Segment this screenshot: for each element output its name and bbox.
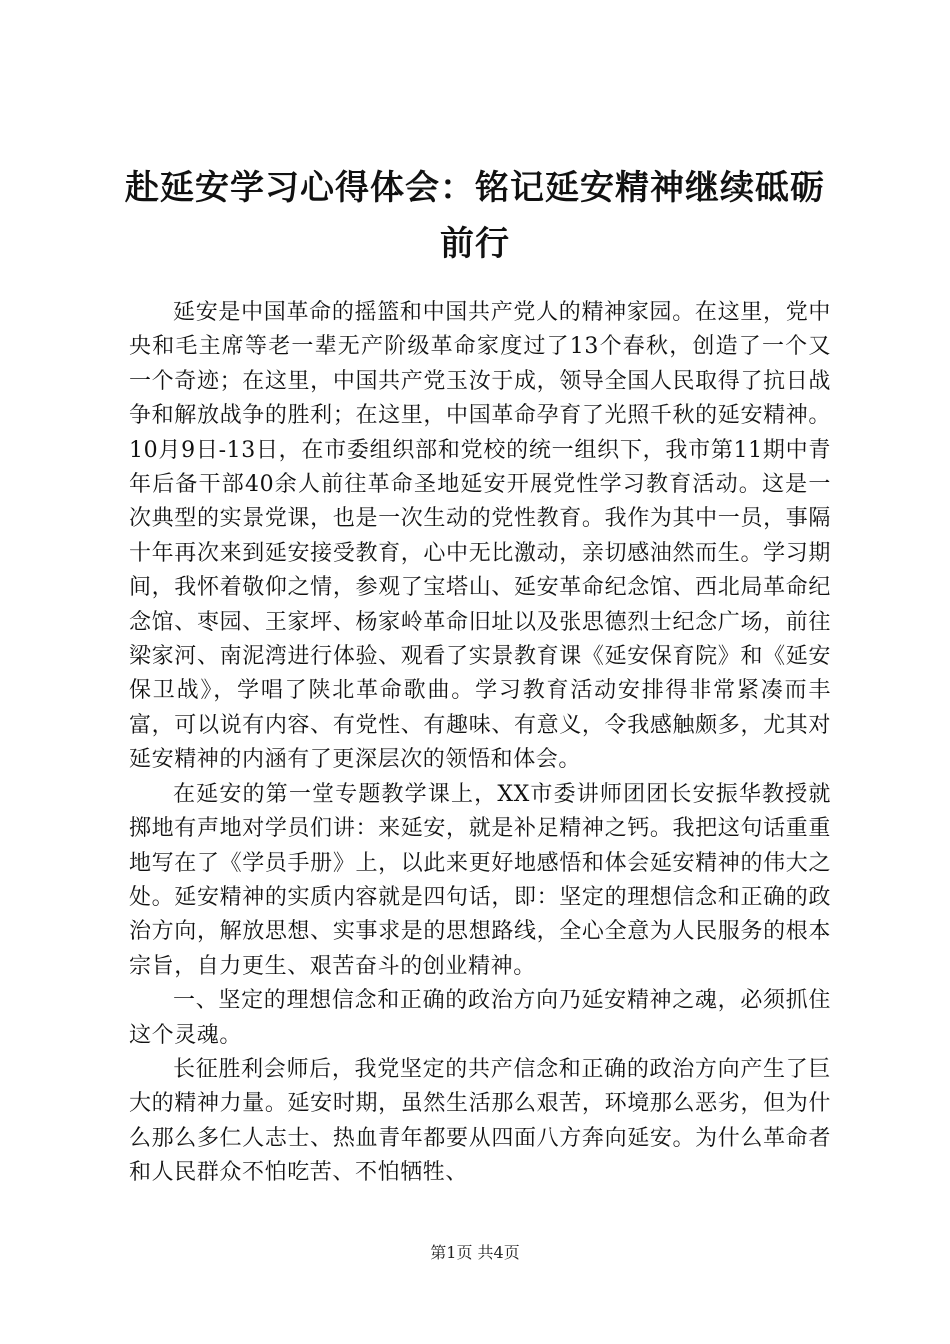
document-title: 赴延安学习心得体会：铭记延安精神继续砥砺前行 [125,168,825,264]
page-footer: 第1页 共4页 [430,1243,520,1262]
paragraph-3: 一、坚定的理想信念和正确的政治方向乃延安精神之魂，必须抓住这个灵魂。 [129,988,831,1048]
paragraph-1: 延安是中国革命的摇篮和中国共产党人的精神家园。在这里，党中央和毛主席等老一辈无产阶级革命家度过了13个春秋，创造了一个又一个奇迹；在这里，中国共产党玉汝于成，领导全国人民取得了抗日战争和解放战争的胜利；在这里，中国革命孕育了光照千秋的延安精神。10月9日-13日，在市委组织部和党校的统一组织下，我市第11期中青年后备干部40余人前往革命圣地延安开展党性学习教育活动。这是一次典型的实景党课，也是一次生动的党性教育。我作为其中一员，事隔十年再次来到延安接受教育，心中无比激动，亲切感油然而生。学习期间，我怀着敬仰之情，参观了宝塔山、延安革命纪念馆、西北局革命纪念馆、枣园、王家坪、杨家岭革命旧址以及张思德烈士纪念广场，前往梁家河、南泥湾进行体验、观看了实景教育课《延安保育院》和《延安保卫战》，学唱了陕北革命歌曲。学习教育活动安排得非常紧凑而丰富，可以说有内容、有党性、有趣味、有意义，令我感触颇多，尤其对延安精神的内涵有了更深层次的领悟和体会。 [129,300,831,773]
paragraph-2: 在延安的第一堂专题教学课上，XX市委讲师团团长安振华教授就掷地有声地对学员们讲：来延安，就是补足精神之钙。我把这句话重重地写在了《学员手册》上，以此来更好地感悟和体会延安精神的伟大之处。延安精神的实质内容就是四句话，即：坚定的理想信念和正确的政治方向，解放思想、实事求是的思想路线，全心全意为人民服务的根本宗旨，自力更生、艰苦奋斗的创业精神。 [129,781,831,979]
paragraph-4: 长征胜利会师后，我党坚定的共产信念和正确的政治方向产生了巨大的精神力量。延安时期，虽然生活那么艰苦，环境那么恶劣，但为什么那么多仁人志士、热血青年都要从四面八方奔向延安。为什么革命者和人民群众不怕吃苦、不怕牺牲、 [129,1056,831,1186]
document-body [129,296,831,1191]
